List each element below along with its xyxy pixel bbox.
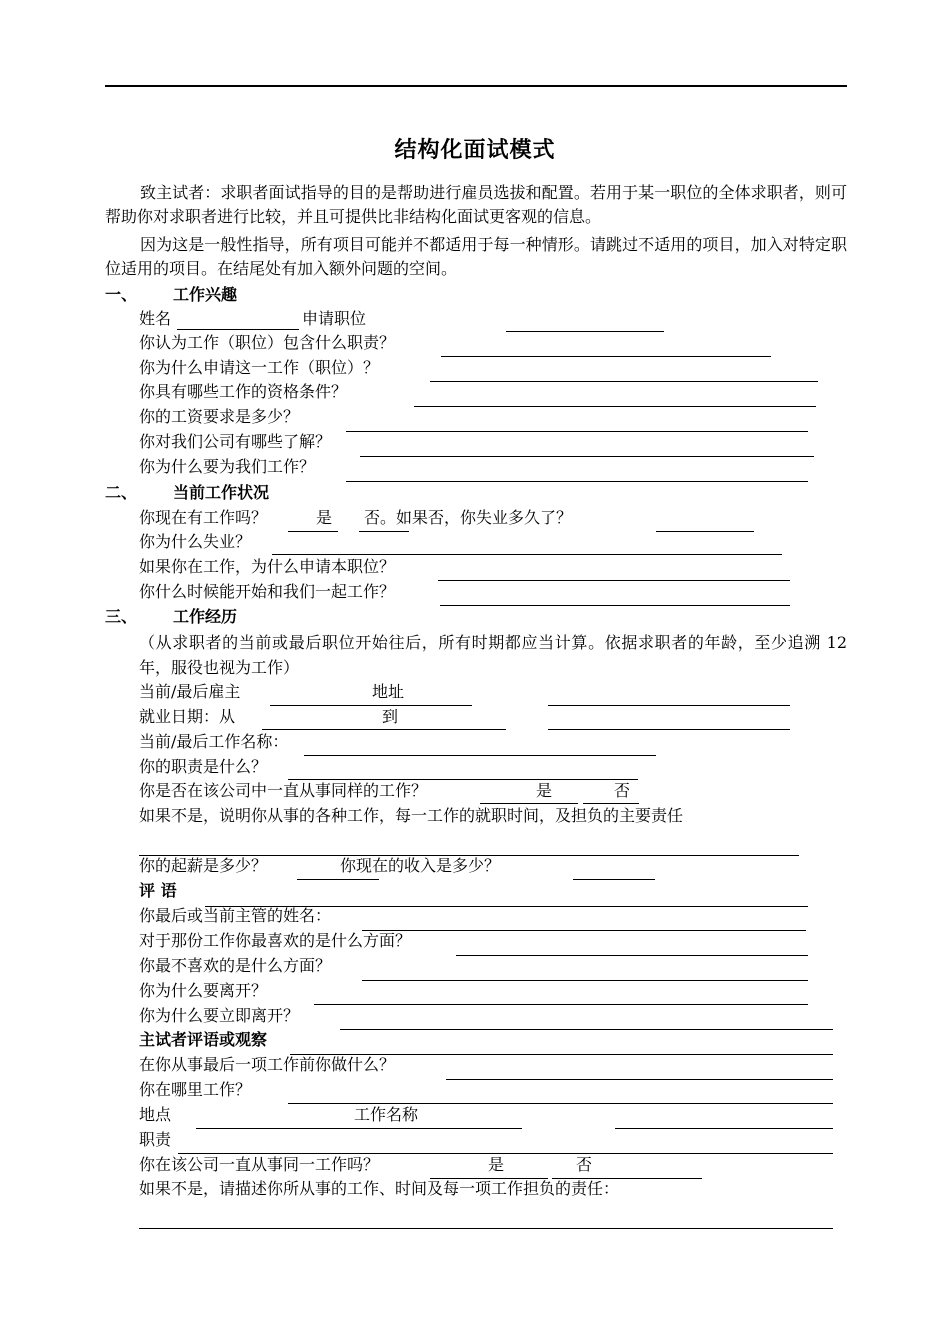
why-work-here-answer-line[interactable] — [346, 481, 808, 482]
disliked-most-question: 你最不喜欢的是什么方面？ — [139, 956, 332, 975]
same-job-no-field[interactable] — [583, 803, 639, 804]
starting-salary-field[interactable] — [297, 879, 379, 880]
employed-no-field[interactable] — [359, 531, 409, 532]
unemployed-duration-question: 否。如果否，你失业多久了？ — [364, 508, 573, 527]
current-income-question: 你现在的收入是多少？ — [340, 856, 501, 875]
duty-field[interactable] — [178, 1153, 833, 1154]
qualifications-question: 你具有哪些工作的资格条件？ — [139, 382, 348, 401]
date-from-field[interactable] — [262, 729, 506, 730]
duties-question: 你认为工作（职位）包含什么职责？ — [139, 333, 396, 352]
liked-most-answer-line[interactable] — [456, 955, 808, 956]
section2-number: 二、 — [105, 483, 138, 502]
company-knowledge-question: 你对我们公司有哪些了解？ — [139, 432, 332, 451]
employer-label: 当前/最后雇主 — [139, 682, 241, 701]
job-history-2-answer-line[interactable] — [139, 1228, 833, 1229]
salary-answer-line[interactable] — [346, 431, 808, 432]
why-apply-question: 你为什么申请这一工作（职位）？ — [139, 358, 380, 377]
section3-heading: 工作经历 — [173, 607, 238, 626]
work-history-note: （从求职者的当前或最后职位开始往后，所有时期都应当计算。依据求职者的年龄，至少追溯 12 年，服役也视为工作） — [139, 633, 847, 677]
why-work-here-question: 你为什么要为我们工作？ — [139, 457, 316, 476]
unemployed-duration-field[interactable] — [656, 531, 754, 532]
employed-yes-label: 是 — [316, 508, 333, 527]
position-label: 申请职位 — [302, 309, 367, 328]
same-job-yes-field[interactable] — [480, 803, 578, 804]
starting-salary-question: 你的起薪是多少？ — [139, 856, 268, 875]
employed-question: 你现在有工作吗？ — [139, 508, 268, 527]
location-label: 地点 — [139, 1105, 172, 1124]
job-history-instructions: 如果不是，说明你从事的各种工作，每一工作的就职时间，及担负的主要责任 — [139, 806, 684, 825]
header-rule — [105, 85, 847, 87]
same-job-question: 你是否在该公司中一直从事同样的工作？ — [139, 781, 428, 800]
job-title-label: 当前/最后工作名称： — [139, 732, 289, 751]
employer-field[interactable] — [270, 705, 472, 706]
why-leave-now-answer-line[interactable] — [340, 1029, 833, 1030]
address-field[interactable] — [548, 705, 790, 706]
liked-most-question: 对于那份工作你最喜欢的是什么方面？ — [139, 931, 412, 950]
job-duties-answer-line[interactable] — [288, 779, 638, 780]
address-label: 地址 — [372, 682, 405, 701]
why-apply-while-employed-question: 如果你在工作，为什么申请本职位？ — [139, 557, 396, 576]
previous-job-question: 在你从事最后一项工作前你做什么？ — [139, 1055, 396, 1074]
why-unemployed-question: 你为什么失业？ — [139, 532, 252, 551]
current-income-field[interactable] — [573, 879, 655, 880]
why-leave-now-question: 你为什么要立即离开？ — [139, 1006, 300, 1025]
employment-dates-label: 就业日期：从 — [139, 707, 236, 726]
section3-number: 三、 — [105, 607, 138, 626]
job-history-2-instructions: 如果不是，请描述你所从事的工作、时间及每一项工作担负的责任： — [139, 1179, 620, 1198]
why-apply-while-employed-answer-line[interactable] — [438, 580, 790, 581]
date-to-label: 到 — [382, 707, 399, 726]
intro-paragraph-2: 因为这是一般性指导，所有项目可能并不都适用于每一种情形。请跳过不适用的项目，加入对特定职位适用的项目。在结尾处有加入额外问题的空间。 — [105, 235, 847, 278]
position-field[interactable] — [506, 331, 664, 332]
why-apply-answer-line[interactable] — [430, 381, 818, 382]
location-field[interactable] — [196, 1128, 522, 1129]
why-unemployed-answer-line[interactable] — [272, 554, 782, 555]
why-leave-answer-line[interactable] — [314, 1004, 808, 1005]
where-worked-answer-line[interactable] — [288, 1103, 833, 1104]
comments-heading: 评 语 — [139, 881, 177, 900]
why-leave-question: 你为什么要离开？ — [139, 981, 268, 1000]
same-job-2-no-label: 否 — [576, 1155, 593, 1174]
document-title: 结构化面试模式 — [394, 137, 556, 163]
employed-yes-field[interactable] — [288, 531, 338, 532]
same-job-2-yes-label: 是 — [488, 1155, 505, 1174]
company-knowledge-answer-line[interactable] — [360, 456, 814, 457]
qualifications-answer-line[interactable] — [414, 406, 816, 407]
name-field[interactable] — [177, 329, 299, 330]
section1-heading: 工作兴趣 — [173, 285, 238, 304]
supervisor-name-field[interactable] — [362, 930, 806, 931]
job-title-field[interactable] — [304, 755, 656, 756]
name-label: 姓名 — [139, 309, 172, 328]
duties-answer-line[interactable] — [441, 356, 771, 357]
supervisor-name-question: 你最后或当前主管的姓名： — [139, 906, 332, 925]
where-worked-question: 你在哪里工作？ — [139, 1080, 252, 1099]
job-title-2-label: 工作名称 — [354, 1105, 419, 1124]
date-to-field[interactable] — [548, 729, 790, 730]
previous-job-answer-line[interactable] — [446, 1079, 833, 1080]
start-date-answer-line[interactable] — [440, 605, 790, 606]
section1-number: 一、 — [105, 285, 138, 304]
same-job-2-question: 你在该公司一直从事同一工作吗？ — [139, 1155, 380, 1174]
job-duties-question: 你的职责是什么？ — [139, 757, 268, 776]
section2-heading: 当前工作状况 — [173, 483, 270, 502]
examiner-comments-heading: 主试者评语或观察 — [139, 1030, 268, 1049]
duty-label: 职责 — [139, 1130, 172, 1149]
same-job-yes-label: 是 — [536, 781, 553, 800]
same-job-no-label: 否 — [614, 781, 631, 800]
intro-paragraph-1: 致主试者：求职者面试指导的目的是帮助进行雇员选拔和配置。若用于某一职位的全体求职者，则可帮助你对求职者进行比较，并且可提供比非结构化面试更客观的信息。 — [105, 183, 847, 226]
job-title-2-field[interactable] — [615, 1128, 833, 1129]
disliked-most-answer-line[interactable] — [362, 980, 808, 981]
salary-question: 你的工资要求是多少？ — [139, 407, 300, 426]
start-date-question: 你什么时候能开始和我们一起工作？ — [139, 582, 396, 601]
